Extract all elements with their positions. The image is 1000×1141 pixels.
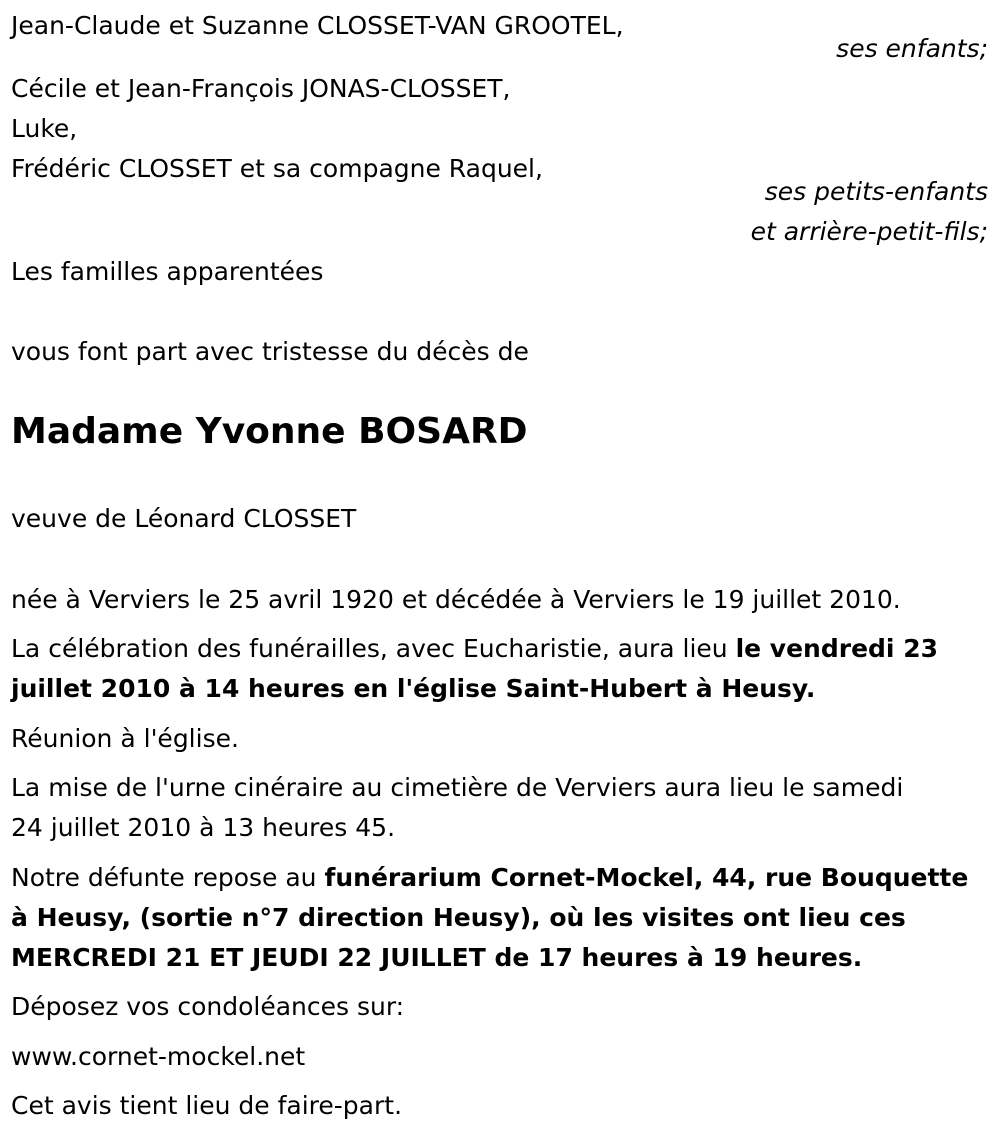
grandchildren-role-1: ses petits-enfants xyxy=(764,177,988,206)
grandchild-line-3: Frédéric CLOSSET et sa compagne Raquel, xyxy=(11,154,543,183)
funeral-date-part-1: le vendredi 23 xyxy=(735,634,938,663)
meeting-text: Réunion à l'église. xyxy=(11,724,239,753)
funeral-date-part-2: juillet 2010 à 14 heures en l'église Saint-Hubert à Heusy. xyxy=(11,674,816,703)
funeral-line-1 xyxy=(11,629,938,669)
visits-schedule: MERCREDI 21 ET JEUDI 22 JUILLET de 17 heures à 19 heures. xyxy=(11,943,863,972)
children-role: ses enfants; xyxy=(836,34,988,63)
urn-line-1: La mise de l'urne cinéraire au cimetière de Verviers aura lieu le samedi xyxy=(11,773,904,802)
widow-of: veuve de Léonard CLOSSET xyxy=(11,504,357,533)
related-families: Les familles apparentées xyxy=(11,257,324,286)
visits-line-2 xyxy=(11,898,906,938)
announcement-text: vous font part avec tristesse du décès de xyxy=(11,337,529,366)
visits-line-3 xyxy=(11,938,862,978)
footer-note: Cet avis tient lieu de faire-part. xyxy=(11,1091,403,1120)
funerarium-address: funérarium Cornet-Mockel, 44, rue Bouquette xyxy=(324,863,969,892)
deceased-name: Madame Yvonne BOSARD xyxy=(11,411,528,452)
visits-directions: à Heusy, (sortie n°7 direction Heusy), où les visites ont lieu ces xyxy=(11,903,906,932)
grandchild-line-2: Luke, xyxy=(11,114,78,143)
visits-line-1 xyxy=(11,858,968,898)
grandchild-line-1: Cécile et Jean-François JONAS-CLOSSET, xyxy=(11,74,511,103)
grandchildren-role-2: et arrière-petit-fils; xyxy=(750,217,988,246)
funeral-intro: La célébration des funérailles, avec Eucharistie, aura lieu xyxy=(11,634,736,663)
funeral-line-2 xyxy=(11,669,815,709)
condolences-website-link[interactable]: www.cornet-mockel.net xyxy=(11,1042,306,1071)
birth-death-dates: née à Verviers le 25 avril 1920 et décédée à Verviers le 19 juillet 2010. xyxy=(11,585,901,614)
condolences-label: Déposez vos condoléances sur: xyxy=(11,992,405,1021)
urn-line-2: 24 juillet 2010 à 13 heures 45. xyxy=(11,813,396,842)
children-names: Jean-Claude et Suzanne CLOSSET-VAN GROOTEL, xyxy=(11,11,624,40)
visits-intro: Notre défunte repose au xyxy=(11,863,325,892)
